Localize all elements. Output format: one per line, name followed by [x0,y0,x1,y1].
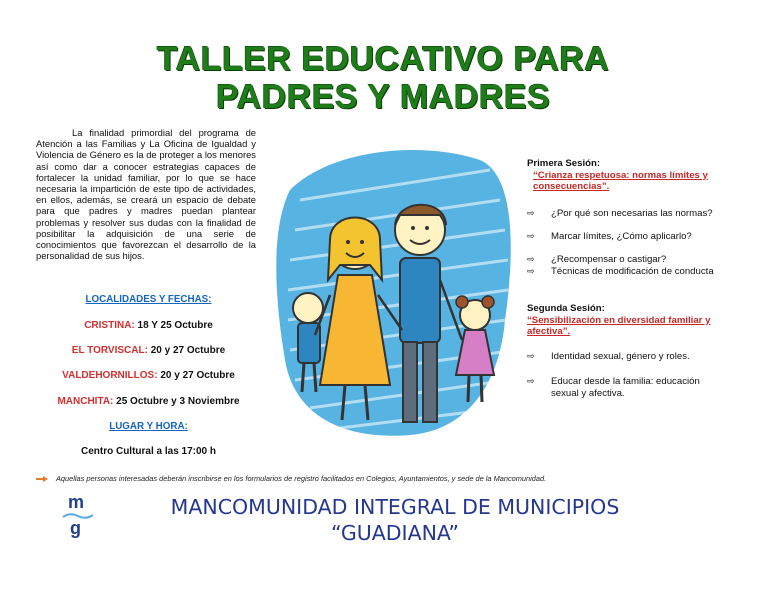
registration-note [36,474,746,483]
lugar-heading: LUGAR Y HORA: [109,421,188,432]
session-2 [527,303,727,338]
bullet-text: Identidad sexual, género y roles. [551,351,690,362]
session-2-bullet [527,376,727,399]
locality-dates: 18 Y 25 Octubre [134,320,213,331]
org-line-1: MANCOMUNIDAD INTEGRAL DE MUNICIPIOS [170,495,620,519]
session-2-bullet [527,351,727,363]
locality-name: VALDEHORNILLOS: [62,370,158,381]
session-1-bullet [527,231,727,243]
arrow-icon: ⇨ [527,208,535,218]
locality-name: CRISTINA: [84,320,135,331]
arrow-icon: ⇨ [527,254,535,264]
arrow-icon: ⇨ [527,376,535,386]
locality-name: EL TORVISCAL: [71,345,148,356]
session-1-theme: “Crianza respetuosa: normas límites y consecuencias”. [533,169,708,192]
note-text: Aquellas personas interesadas deberán inscribirse en los formularios de registro facilitados en Colegios, Ayuntamientos, y sede de la Mancomunidad. [56,474,547,483]
session-2-theme: “Sensibilización en diversidad familiar y afectiva”. [527,314,711,337]
bullet-text: Marcar límites, ¿Cómo aplicarlo? [551,231,692,242]
session-1-title: Primera Sesión: [527,158,601,169]
mancomunidad-logo [60,492,100,548]
locality-row [36,320,261,331]
bullet-text: ¿Por qué son necesarias las normas? [551,208,713,219]
org-line-2: “GUADIANA” [330,521,460,545]
locality-row [36,370,261,381]
intro-paragraph [36,127,256,261]
session-2-title: Segunda Sesión: [527,303,605,314]
organization-name [110,494,680,546]
arrow-icon: ⇨ [527,351,535,361]
family-illustration [270,130,520,475]
intro-text: La finalidad primordial del programa de Atención a las Familias y La Oficina de Igualdad y Violencia de Género es la de proteger a los menores así como dar a conocer estrategias capaces de fortalecer la unidad familiar, por lo que se hace necesaria la impartición de este tipo de actividades, en ellos, además, se creará un espacio de debate para que padres y madres puedan plantear problemas y resolver sus dudas con la finalidad de posibilitar la adquisición de una serie de conocimientos que favorezcan el desarrollo de la personalidad de sus hijos. [36,127,256,262]
bullet-text: Técnicas de modificación de conducta [551,266,714,277]
session-1 [527,158,727,193]
locality-dates: 20 y 27 Octubre [157,370,235,381]
bullet-text: Educar desde la familia: educación sexual y afectiva. [551,376,700,399]
session-1-bullet [527,254,727,266]
localidades-heading: LOCALIDADES Y FECHAS: [85,294,212,305]
arrow-icon: ⇨ [527,231,535,241]
locality-dates: 20 y 27 Octubre [147,345,226,356]
title-line-2: PADRES Y MADRES [215,78,551,116]
logo-letter-m: m [68,492,85,512]
locality-dates: 25 Octubre y 3 Noviembre [113,396,240,407]
locality-name: MANCHITA: [57,396,114,407]
logo-letter-g: g [70,518,81,538]
session-1-bullet [527,266,727,278]
lugar-value: Centro Cultural a las 17:00 h [80,446,217,457]
locality-row [36,345,261,356]
arrow-icon: ⇨ [527,266,535,276]
poster-title [0,40,766,116]
bullet-text: ¿Recompensar o castigar? [551,254,667,265]
session-1-bullet [527,208,727,220]
locality-row [36,396,261,407]
pointing-hand-icon [36,475,48,483]
title-line-1: TALLER EDUCATIVO PARA [156,40,610,78]
